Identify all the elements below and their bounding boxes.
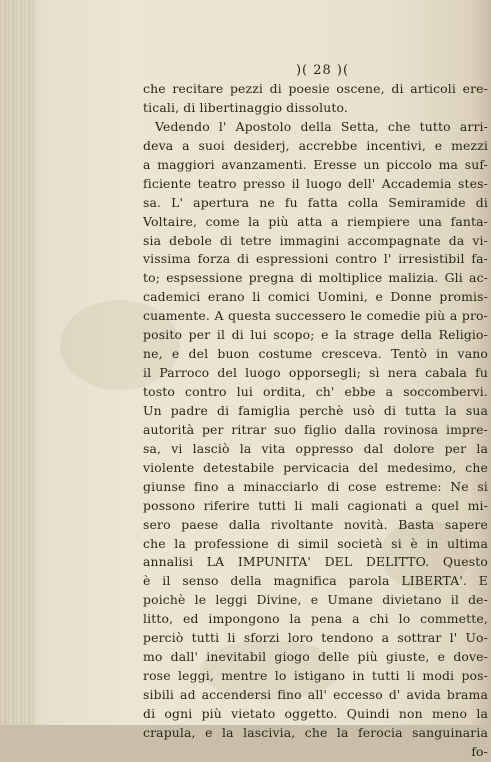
text-line: vissima forza di espressioni contro l' irresistibil fa- [143,251,488,267]
text-line: è il senso della magnifica parola LIBERTA'. E [143,573,488,589]
text-line: sero paese dalla rivoltante novità. Basta sapere [143,516,488,532]
text-line: tosto contro lui ordita, ch' ebbe a soccombervi. [143,384,488,399]
text-line: possono riferire tutti li mali cagionati a quel mi- [143,497,488,513]
text-line: sibili ad accendersi fino all' eccesso d' avida brama [143,687,488,702]
text-line: litto, ed impongono la pena a chi lo commette, [143,611,488,627]
text-line: rose leggi, mentre lo istigano in tutti li modi pos- [143,668,488,684]
page-text-block [143,62,488,762]
text-line: ficiente teatro presso il luogo dell' Accademia stes- [143,175,488,191]
text-line: cuamente. A questa successero le comedie più a pro- [143,308,488,324]
text-line: sa. L' apertura ne fu fatta colla Semiramide di [143,194,488,210]
text-line: to; espsessione pregna di moltiplice malizia. Gli ac- [143,270,488,286]
text-line: che recitare pezzi di poesie oscene, di articoli ere- [143,81,488,96]
text-line: giunse fino a minacciarlo di cose estreme: Ne si [143,478,488,494]
text-line: poichè le leggi Divine, e Umane divietano il de- [143,592,488,608]
page-edge-shadow [0,0,36,725]
text-line: mo dall' inevitabil giogo delle più giuste, e dove- [143,649,488,665]
text-line: sa, vi lasciò la vita oppresso dal dolore per la [143,440,488,456]
text-line: violente detestabile pervicacia del medesimo, che [143,459,488,475]
text-line: Vedendo l' Apostolo della Setta, che tutto arri- [155,118,488,134]
text-line: di ogni più vietato oggetto. Quindi non meno la [143,705,488,721]
page-number-header: )( 28 )( [295,63,350,78]
text-line: annalisi LA IMPUNITA' DEL DELITTO. Questo [143,554,488,570]
catchword: fo- [471,743,488,759]
text-line: Un padre di famiglia perchè usò di tutta la sua [143,402,488,418]
text-line: posito per il di lui scopo; e la strage della Religio- [143,327,488,343]
text-line: cademici erano li comici Uomini, e Donne promis- [143,289,488,305]
text-line: crapula, e la lascivia, che la ferocia sanguinaria [143,724,488,740]
text-line: deva a suoi desiderj, accrebbe incentivi, e mezzi [143,137,488,153]
text-line: che la professione di simil società si è in ultima [143,535,488,551]
text-line: perciò tutti li sforzi loro tendono a sottrar l' Uo- [143,630,488,646]
text-line: ne, e del buon costume cresceva. Tentò in vano [143,346,488,362]
text-line: a maggiori avanzamenti. Eresse un piccolo ma suf- [143,156,488,172]
text-line: sia debole di tetre immagini accompagnate da vi- [143,232,488,248]
text-line: ticali, di libertinaggio dissoluto. [143,99,348,115]
text-line: autorità per ritrar suo figlio dalla rovinosa impre- [143,421,488,437]
text-line: Voltaire, come la più atta a riempiere una fanta- [143,213,488,229]
text-line: il Parroco del luogo opporsegli; sì nera cabala fu [143,365,488,381]
